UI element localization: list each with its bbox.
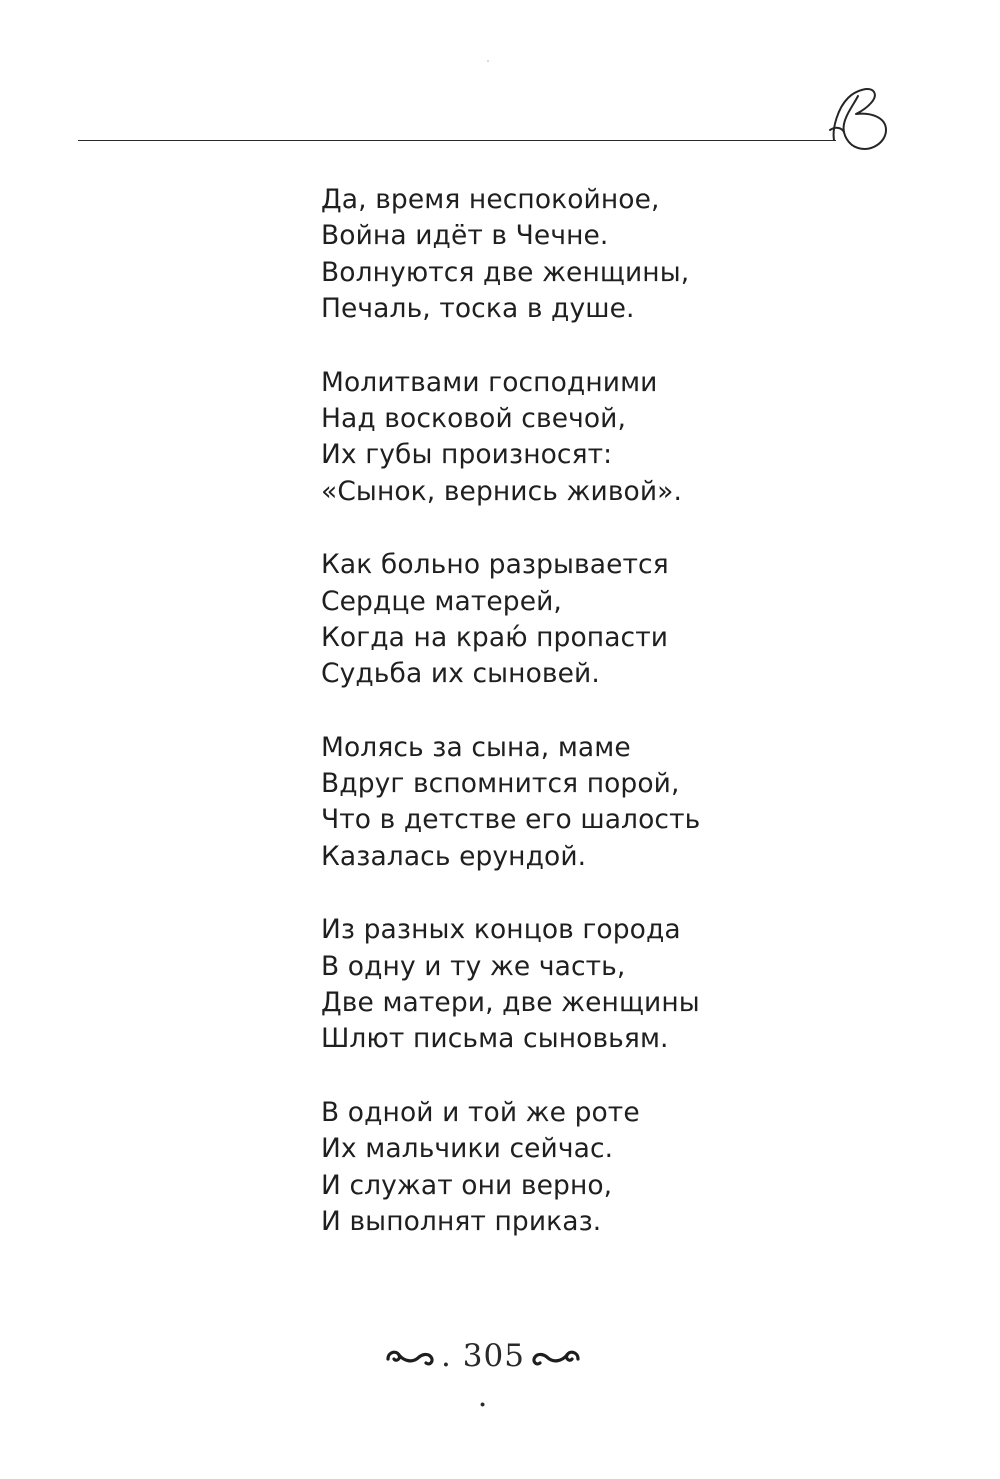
poem-line: Молитвами господними <box>321 366 658 398</box>
stanza <box>321 365 881 511</box>
poem-line: Их мальчики сейчас. <box>321 1133 614 1165</box>
poem-line: Как больно разрывается <box>321 549 669 581</box>
poem-line: Шлют письма сыновьям. <box>321 1023 669 1055</box>
poem-line: И служат они верно, <box>321 1169 613 1201</box>
poem-line: Война идёт в Чечне. <box>321 220 609 252</box>
poem-line: Сердце матерей, <box>321 585 562 617</box>
scroll-ornament-left-icon <box>384 1342 440 1370</box>
poem-line: Молясь за сына, маме <box>321 731 631 763</box>
poem-line: «Сынок, вернись живой». <box>321 475 683 507</box>
poem-line: В одну и ту же часть, <box>321 950 626 982</box>
poem-line: Печаль, тоска в душе. <box>321 293 635 325</box>
section-letter-glyph <box>828 82 900 156</box>
poem-line: Из разных концов города <box>321 914 681 946</box>
poem-line: Их губы произносят: <box>321 439 613 471</box>
poem-line: Да, время неспокойное, <box>321 184 660 215</box>
stanza <box>321 182 881 328</box>
page-number: . 305 . <box>441 1338 525 1414</box>
poem-line: В одной и той же роте <box>321 1096 640 1128</box>
page-speck <box>487 60 489 62</box>
stanza <box>321 547 881 693</box>
poem-line: И выполнят приказ. <box>321 1205 602 1237</box>
poem-line: Казалась ерундой. <box>321 840 587 872</box>
header-rule <box>78 140 836 141</box>
poem-line: Волнуются две женщины, <box>321 256 690 288</box>
poem <box>321 182 881 1277</box>
stanza <box>321 912 881 1058</box>
scroll-ornament-right-icon <box>526 1342 582 1370</box>
stanza <box>321 730 881 876</box>
poem-line: Судьба их сыновей. <box>321 658 600 690</box>
poem-line: Над восковой свечой, <box>321 402 627 434</box>
poem-line: Две матери, две женщины <box>321 987 700 1019</box>
page-footer <box>0 1332 1000 1414</box>
stanza <box>321 1095 881 1241</box>
poem-line: Когда на краю́ пропасти <box>321 621 669 653</box>
poem-line: Вдруг вспомнится порой, <box>321 768 680 800</box>
poem-line: Что в детстве его шалость <box>321 804 701 836</box>
